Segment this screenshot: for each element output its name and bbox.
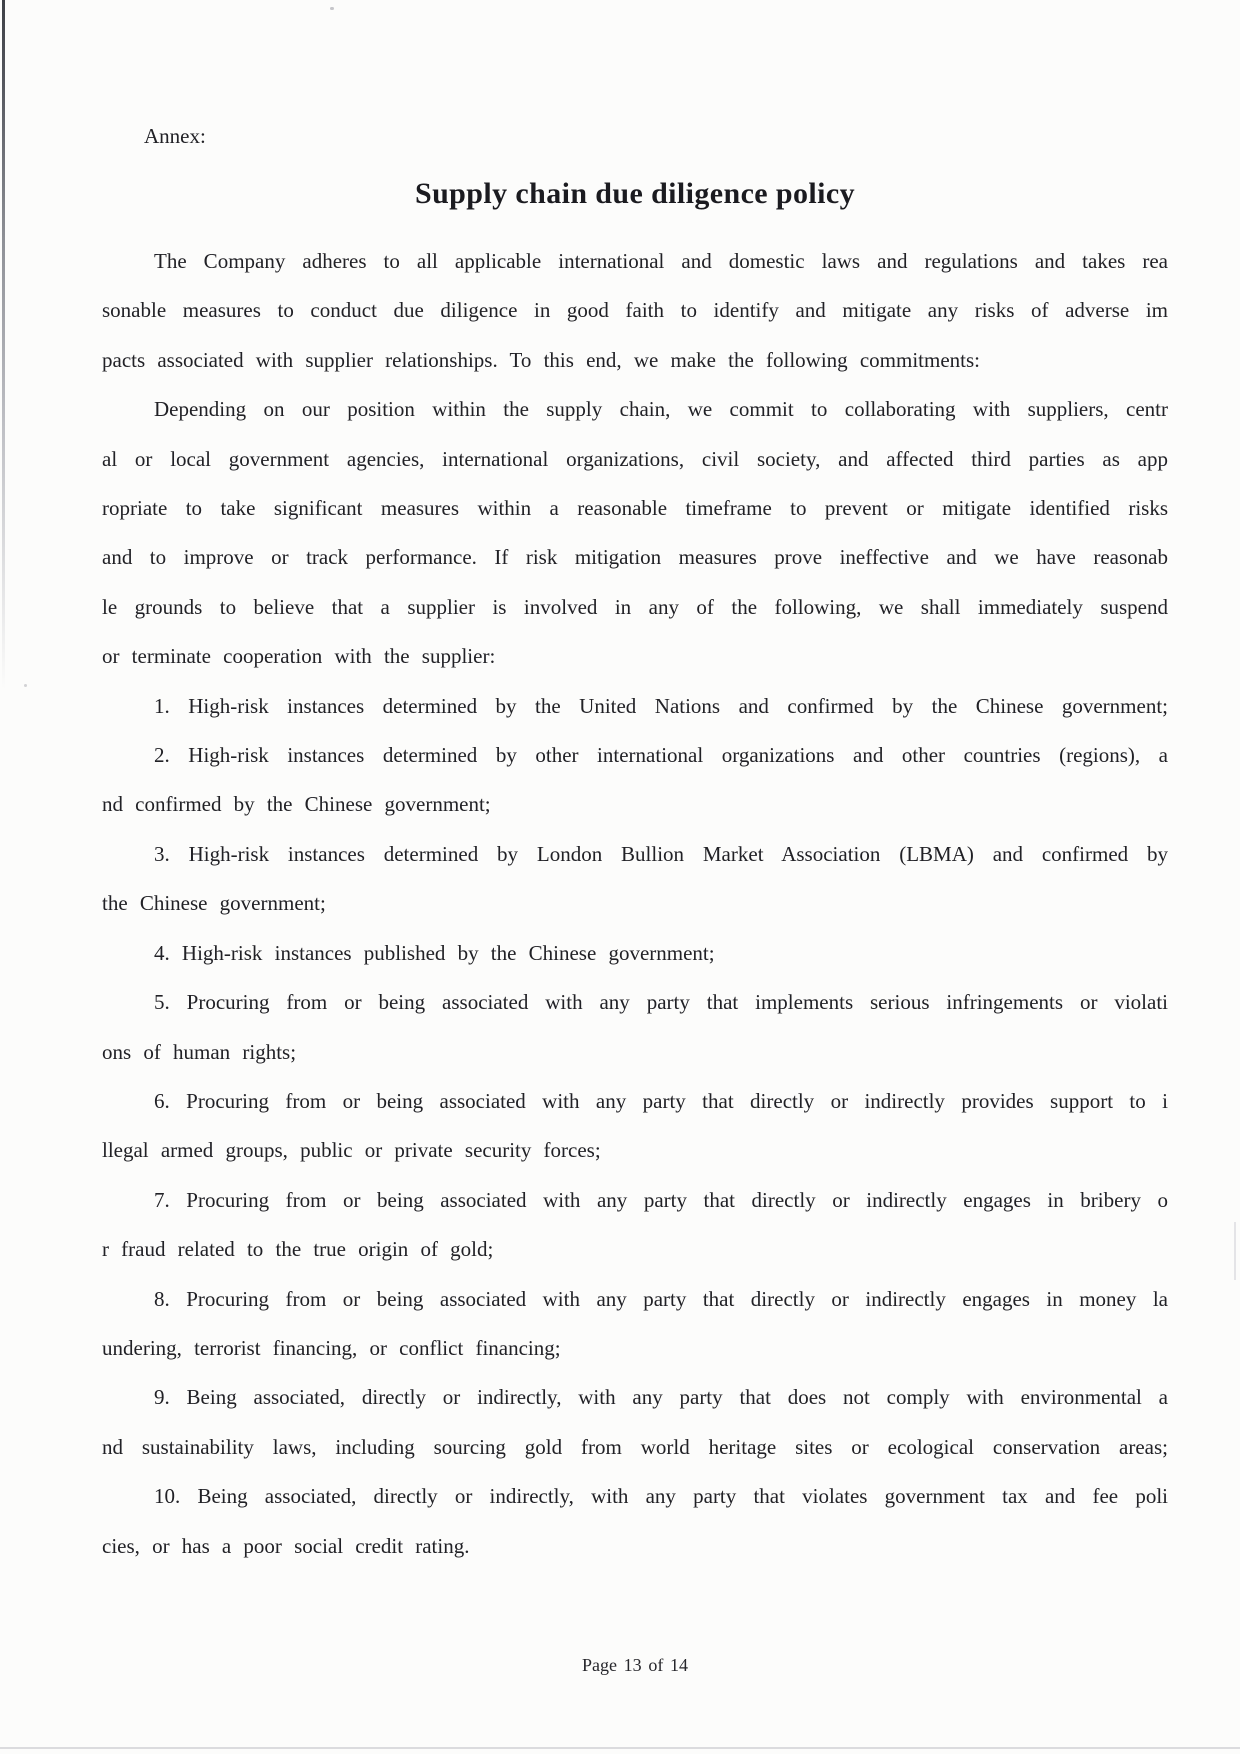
commitment-9-line-2: nd sustainability laws, including sourcing gold from world heritage sites or ecological conservation areas; xyxy=(102,1434,1168,1459)
scan-speck xyxy=(24,684,27,687)
commitment-3-line-1: 3. High-risk instances determined by London Bullion Market Association (LBMA) and confirmed by xyxy=(154,841,1168,866)
commitment-6-line-1: 6. Procuring from or being associated with any party that directly or indirectly provides support to i xyxy=(154,1088,1168,1113)
commitment-4-line-1: 4. High-risk instances published by the Chinese government; xyxy=(154,940,715,965)
commitment-8-line-1: 8. Procuring from or being associated with any party that directly or indirectly engages in money la xyxy=(154,1286,1168,1311)
commitment-2-line-1: 2. High-risk instances determined by other international organizations and other countries (regions), a xyxy=(154,743,1168,768)
paragraph2-line-3: ropriate to take significant measures within a reasonable timeframe to prevent or mitigate identified risks xyxy=(102,496,1168,521)
commitment-7-line-1: 7. Procuring from or being associated with any party that directly or indirectly engages in bribery o xyxy=(154,1187,1168,1212)
paragraph2-line-6: or terminate cooperation with the supplier: xyxy=(102,644,496,669)
paragraph2-line-5: le grounds to believe that a supplier is involved in any of the following, we shall immediately suspend xyxy=(102,594,1168,619)
document-title: Supply chain due diligence policy xyxy=(415,177,855,210)
paragraph2-line-1: Depending on our position within the supply chain, we commit to collaborating with suppliers, centr xyxy=(154,397,1168,422)
commitment-8-line-2: undering, terrorist financing, or conflict financing; xyxy=(102,1335,561,1360)
commitment-5-line-1: 5. Procuring from or being associated with any party that implements serious infringements or violati xyxy=(154,990,1168,1015)
paragraph1-line-3: pacts associated with supplier relationships. To this end, we make the following commitments: xyxy=(102,347,980,372)
document-body xyxy=(102,237,1168,1571)
paragraph2-line-4: and to improve or track performance. If risk mitigation measures prove ineffective and we have reasonab xyxy=(102,545,1168,570)
scan-bottom-rule xyxy=(0,1747,1240,1749)
scan-speck xyxy=(1234,1222,1236,1280)
commitment-2-line-2: nd confirmed by the Chinese government; xyxy=(102,792,491,817)
commitment-9-line-1: 9. Being associated, directly or indirectly, with any party that does not comply with environmental a xyxy=(154,1385,1168,1410)
commitment-10-line-2: cies, or has a poor social credit rating. xyxy=(102,1533,470,1558)
commitment-10-line-1: 10. Being associated, directly or indirectly, with any party that violates government tax and fee poli xyxy=(154,1484,1168,1509)
paragraph1-line-1: The Company adheres to all applicable international and domestic laws and regulations and takes rea xyxy=(154,249,1168,273)
paragraph2-line-2: al or local government agencies, international organizations, civil society, and affected third parties as app xyxy=(102,446,1168,471)
paragraph1-line-2: sonable measures to conduct due diligence in good faith to identify and mitigate any risks of adverse im xyxy=(102,298,1168,323)
commitment-3-line-2: the Chinese government; xyxy=(102,891,326,916)
commitment-1-line-1: 1. High-risk instances determined by the United Nations and confirmed by the Chinese government; xyxy=(154,693,1168,718)
commitment-7-line-2: r fraud related to the true origin of gold; xyxy=(102,1237,494,1262)
commitment-5-line-2: ons of human rights; xyxy=(102,1039,297,1064)
annex-label: Annex: xyxy=(144,124,206,148)
scan-speck xyxy=(330,7,334,10)
commitment-6-line-2: llegal armed groups, public or private security forces; xyxy=(102,1138,601,1163)
scan-edge-shadow xyxy=(2,0,5,690)
page-number-footer: Page 13 of 14 xyxy=(582,1655,688,1675)
